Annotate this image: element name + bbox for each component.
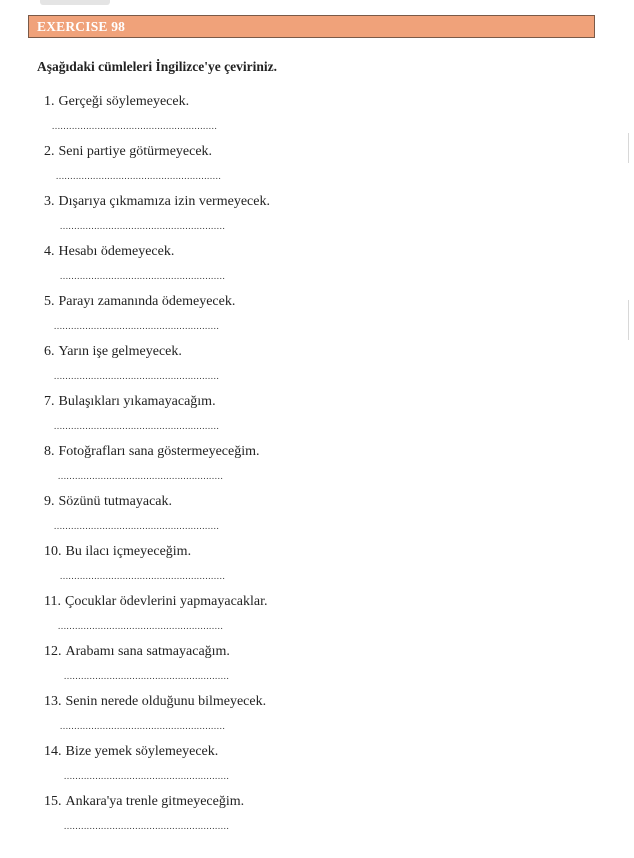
item-number: 8. xyxy=(44,444,55,459)
answer-blank[interactable]: .......................................................... xyxy=(64,671,230,681)
exercise-item xyxy=(44,94,584,144)
answer-blank[interactable]: .......................................................... xyxy=(56,171,222,181)
exercise-sentence xyxy=(44,494,172,510)
answer-blank[interactable]: .......................................................... xyxy=(52,121,218,131)
item-text: Ankara'ya trenle gitmeyeceğim. xyxy=(65,794,245,809)
item-number: 15. xyxy=(44,794,62,809)
item-text: Yarın işe gelmeyecek. xyxy=(58,344,182,359)
answer-blank[interactable]: .......................................................... xyxy=(58,621,224,631)
item-number: 12. xyxy=(44,644,62,659)
item-text: Gerçeği söylemeyecek. xyxy=(58,94,190,109)
item-text: Parayı zamanında ödemeyecek. xyxy=(58,294,236,309)
exercise-item xyxy=(44,494,584,544)
item-number: 13. xyxy=(44,694,62,709)
exercise-item xyxy=(44,194,584,244)
exercise-sentence xyxy=(44,594,268,610)
instruction-text: Aşağıdaki cümleleri İngilizce'ye çeviriniz. xyxy=(37,59,277,74)
item-number: 10. xyxy=(44,544,62,559)
exercise-item xyxy=(44,394,584,444)
answer-blank[interactable]: .......................................................... xyxy=(54,371,220,381)
exercise-sentence xyxy=(44,294,235,310)
answer-blank[interactable]: .......................................................... xyxy=(54,321,220,331)
exercise-sentence xyxy=(44,194,270,210)
exercise-sentence xyxy=(44,444,259,460)
item-text: Çocuklar ödevlerini yapmayacaklar. xyxy=(64,594,268,609)
item-number: 2. xyxy=(44,144,55,159)
item-text: Fotoğrafları sana göstermeyeceğim. xyxy=(58,444,260,459)
exercise-item xyxy=(44,794,584,844)
item-text: Arabamı sana satmayacağım. xyxy=(65,644,230,659)
item-number: 7. xyxy=(44,394,55,409)
exercise-item xyxy=(44,344,584,394)
answer-blank[interactable]: .......................................................... xyxy=(60,221,226,231)
item-number: 1. xyxy=(44,94,55,109)
exercise-title: EXERCISE 98 xyxy=(37,19,126,34)
page-edge-mark xyxy=(628,300,629,340)
answer-blank[interactable]: .......................................................... xyxy=(64,821,230,831)
exercise-item xyxy=(44,644,584,694)
item-text: Bu ilacı içmeyeceğim. xyxy=(65,544,192,559)
item-number: 11. xyxy=(44,594,61,609)
item-text: Bize yemek söylemeyecek. xyxy=(65,744,219,759)
item-number: 5. xyxy=(44,294,55,309)
item-number: 6. xyxy=(44,344,55,359)
exercise-sentence xyxy=(44,144,212,160)
exercise-sentence xyxy=(44,644,230,660)
exercise-item xyxy=(44,444,584,494)
answer-blank[interactable]: .......................................................... xyxy=(64,771,230,781)
item-number: 4. xyxy=(44,244,55,259)
item-text: Hesabı ödemeyecek. xyxy=(58,244,175,259)
item-number: 14. xyxy=(44,744,62,759)
exercise-sentence xyxy=(44,394,216,410)
item-number: 3. xyxy=(44,194,55,209)
exercise-item xyxy=(44,594,584,644)
exercise-sentence xyxy=(44,794,244,810)
exercise-sentence xyxy=(44,744,218,760)
exercise-item xyxy=(44,144,584,194)
exercise-sentence xyxy=(44,694,266,710)
exercise-item xyxy=(44,294,584,344)
exercise-banner xyxy=(28,15,595,38)
answer-blank[interactable]: .......................................................... xyxy=(54,521,220,531)
exercise-item xyxy=(44,244,584,294)
item-text: Seni partiye götürmeyecek. xyxy=(58,144,213,159)
answer-blank[interactable]: .......................................................... xyxy=(58,471,224,481)
item-text: Sözünü tutmayacak. xyxy=(58,494,173,509)
page-edge-mark xyxy=(628,133,629,163)
answer-blank[interactable]: .......................................................... xyxy=(60,721,226,731)
top-smudge xyxy=(40,0,110,5)
answer-blank[interactable]: .......................................................... xyxy=(60,271,226,281)
exercise-sentence xyxy=(44,94,189,110)
item-text: Dışarıya çıkmamıza izin vermeyecek. xyxy=(58,194,270,209)
answer-blank[interactable]: .......................................................... xyxy=(54,421,220,431)
item-text: Bulaşıkları yıkamayacağım. xyxy=(58,394,216,409)
exercise-item xyxy=(44,694,584,744)
exercise-sentence xyxy=(44,544,191,560)
item-number: 9. xyxy=(44,494,55,509)
answer-blank[interactable]: .......................................................... xyxy=(60,571,226,581)
exercise-item xyxy=(44,744,584,794)
item-text: Senin nerede olduğunu bilmeyecek. xyxy=(65,694,267,709)
exercise-sentence xyxy=(44,344,182,360)
exercise-item xyxy=(44,544,584,594)
exercise-sentence xyxy=(44,244,174,260)
